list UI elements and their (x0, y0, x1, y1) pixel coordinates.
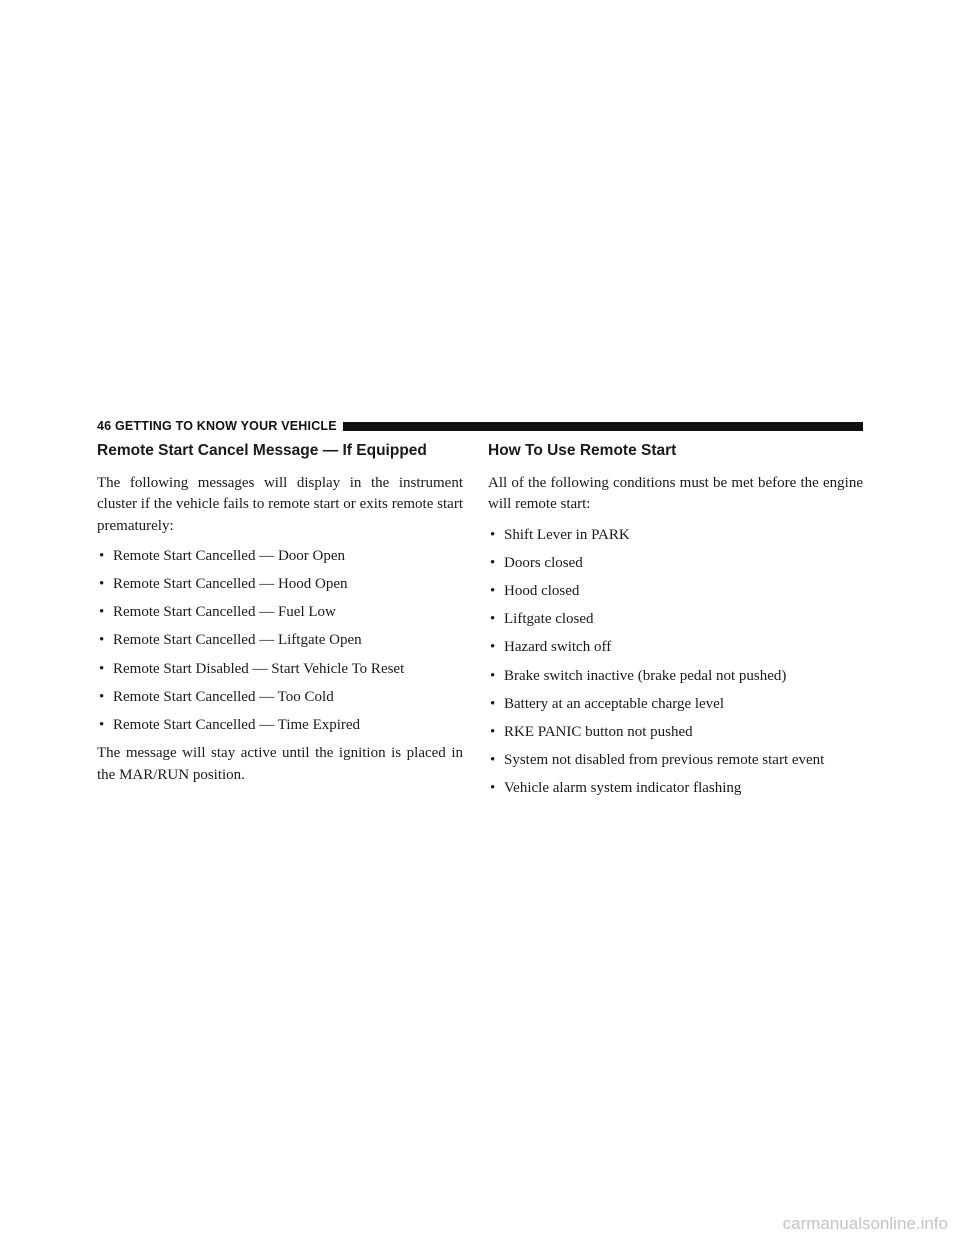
list-item: • Vehicle alarm system indicator flashing (488, 778, 863, 799)
bullet-icon: • (490, 526, 496, 543)
list-item: • Remote Start Cancelled — Liftgate Open (97, 630, 463, 651)
page-header (97, 418, 863, 434)
list-item: • Remote Start Cancelled — Too Cold (97, 687, 463, 708)
outro-paragraph: The message will stay active until the ignition is placed in the MAR/RUN position. (97, 745, 463, 783)
header-rule (343, 422, 863, 431)
bullet-icon: • (490, 639, 496, 656)
list-item: • Liftgate closed (488, 609, 863, 630)
watermark-text: carmanualsonline.info (782, 1214, 948, 1233)
list-item: • Doors closed (488, 553, 863, 574)
bullet-icon: • (99, 547, 105, 564)
page-number-section-title: 46 GETTING TO KNOW YOUR VEHICLE (97, 419, 337, 433)
bullet-icon: • (99, 632, 105, 649)
bullet-icon: • (490, 611, 496, 628)
list-item: • Hazard switch off (488, 637, 863, 658)
list-item: • Remote Start Cancelled — Time Expired (97, 715, 463, 736)
intro-paragraph: The following messages will display in the instrument cluster if the vehicle fails to remote start or exits remote start prematurely: (97, 475, 463, 534)
bullet-icon: • (490, 582, 496, 599)
list-item: • System not disabled from previous remote start event (488, 750, 863, 771)
bullet-icon: • (490, 723, 496, 740)
list-item: • Battery at an acceptable charge level (488, 694, 863, 715)
bullet-icon: • (99, 717, 105, 734)
bullet-icon: • (99, 576, 105, 593)
intro-paragraph: All of the following conditions must be met before the engine will remote start: (488, 475, 863, 513)
bullet-icon: • (99, 660, 105, 677)
cancel-message-list (97, 546, 463, 736)
bullet-icon: • (490, 752, 496, 769)
bullet-icon: • (490, 695, 496, 712)
list-item: • Brake switch inactive (brake pedal not pushed) (488, 666, 863, 687)
bullet-icon: • (99, 688, 105, 705)
bullet-icon: • (99, 604, 105, 621)
list-item: • Remote Start Cancelled — Door Open (97, 546, 463, 567)
bullet-icon: • (490, 780, 496, 797)
list-item: • Hood closed (488, 581, 863, 602)
section-heading-cancel-message: Remote Start Cancel Message — If Equipped (97, 442, 427, 459)
list-item: • Remote Start Cancelled — Hood Open (97, 574, 463, 595)
list-item: • Remote Start Cancelled — Fuel Low (97, 602, 463, 623)
left-column (97, 440, 463, 786)
right-column (488, 440, 863, 806)
list-item: • Shift Lever in PARK (488, 525, 863, 546)
bullet-icon: • (490, 667, 496, 684)
list-item: • Remote Start Disabled — Start Vehicle To Reset (97, 659, 463, 680)
section-heading-how-to-use: How To Use Remote Start (488, 442, 677, 459)
conditions-list (488, 525, 863, 800)
bullet-icon: • (490, 554, 496, 571)
list-item: • RKE PANIC button not pushed (488, 722, 863, 743)
